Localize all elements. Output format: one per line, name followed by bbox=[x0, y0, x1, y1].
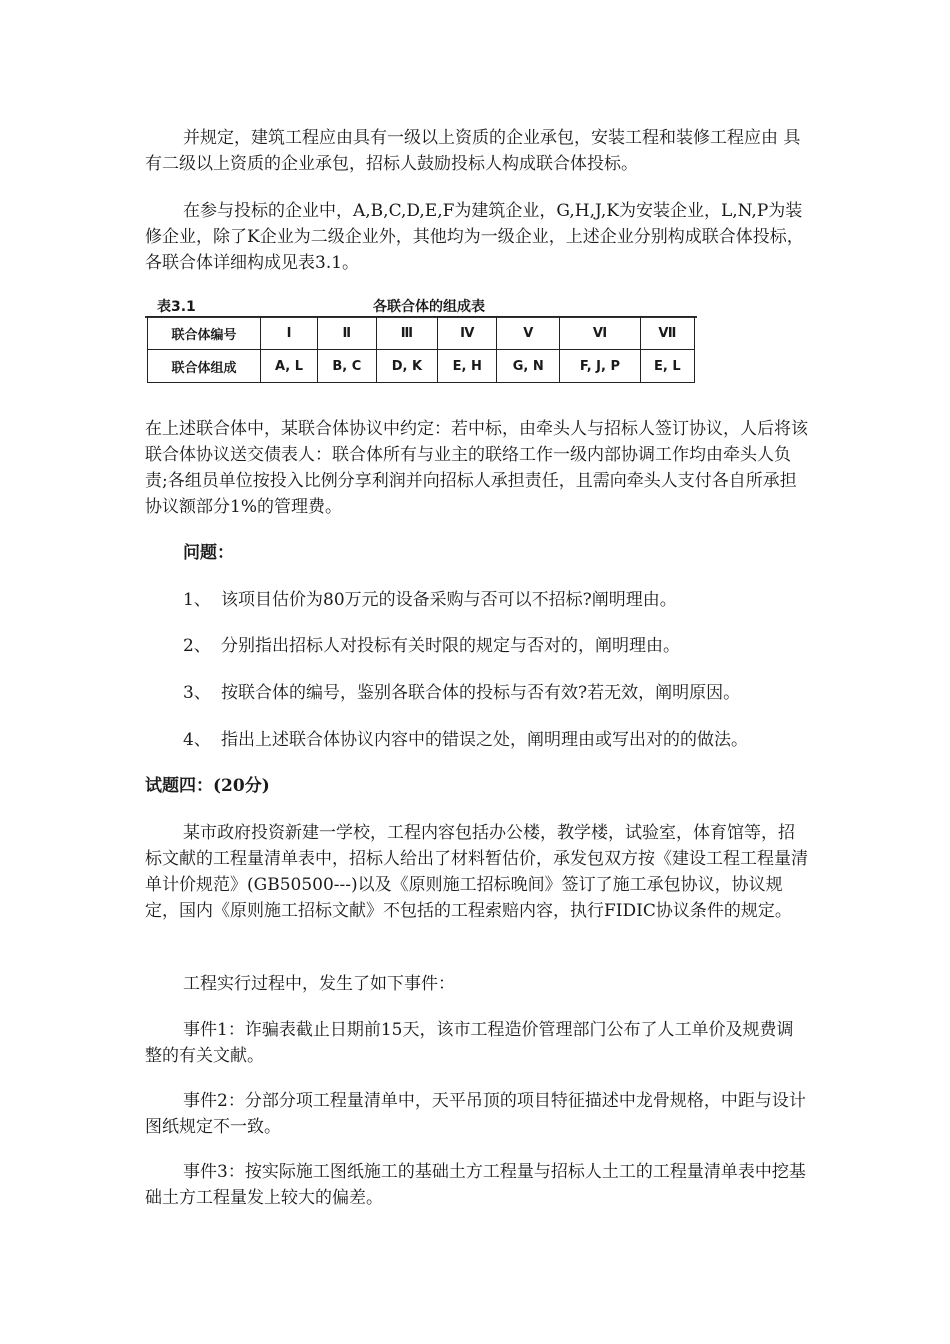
question-item bbox=[183, 727, 748, 753]
table-cell: Ⅵ bbox=[560, 317, 641, 350]
question-number: 4、 bbox=[183, 730, 211, 750]
question-item bbox=[183, 633, 680, 659]
table-number: 表3.1 bbox=[157, 299, 196, 315]
question-text: 按联合体的编号，鉴别各联合体的投标与否有效?若无效，阐明原因。 bbox=[221, 683, 741, 703]
question-number: 1、 bbox=[183, 590, 211, 610]
question-item bbox=[183, 680, 740, 706]
section-title: 试题四：(20分) bbox=[145, 776, 270, 796]
table-caption bbox=[145, 294, 697, 316]
table-cell: Ⅴ bbox=[497, 317, 560, 350]
question-number: 2、 bbox=[183, 636, 211, 656]
table-cell: Ⅶ bbox=[640, 317, 694, 350]
paragraph-events-intro bbox=[145, 971, 810, 997]
row-header-members: 联合体组成 bbox=[148, 350, 261, 383]
question-number: 3、 bbox=[183, 683, 211, 703]
question-text: 该项目估价为80万元的设备采购与否可以不招标?阐明理由。 bbox=[221, 590, 677, 610]
paragraph-event-1 bbox=[145, 1017, 810, 1069]
paragraph-bidders bbox=[145, 198, 810, 276]
questions-heading: 问题： bbox=[183, 543, 234, 563]
paragraph-event-3 bbox=[145, 1159, 810, 1211]
table-cell: Ⅱ bbox=[317, 317, 376, 350]
table-3-1 bbox=[145, 294, 697, 392]
row-header-id: 联合体编号 bbox=[148, 317, 261, 350]
paragraph-text: 并规定，建筑工程应由具有一级以上资质的企业承包，安装工程和装修工程应由 具有二级以上资质的企业承包，招标人鼓励投标人构成联合体投标。 bbox=[145, 128, 801, 174]
question-text: 分别指出招标人对投标有关时限的规定与否对的，阐明理由。 bbox=[221, 636, 680, 656]
consortium-table bbox=[147, 316, 695, 383]
paragraph-text: 在上述联合体中，某联合体协议中约定：若中标，由牵头人与招标人签订协议，人后将该联合体协议送交债表人：联合体所有与业主的联络工作一级内部协调工作均由牵头人负责;各组员单位按投入比例分享利润并向招标人承担责任，且需向牵头人支付各自所承担协议额部分1%的管理费。 bbox=[145, 419, 808, 517]
paragraph-text: 工程实行过程中，发生了如下事件： bbox=[183, 974, 455, 994]
table-cell: E, L bbox=[640, 350, 694, 383]
table-cell: Ⅲ bbox=[376, 317, 437, 350]
table-cell: G, N bbox=[497, 350, 560, 383]
table-cell: Ⅳ bbox=[438, 317, 497, 350]
paragraph-agreement bbox=[145, 416, 810, 520]
paragraph-text: 事件2：分部分项工程量清单中，天平吊顶的项目特征描述中龙骨规格，中距与设计图纸规定不一致。 bbox=[145, 1091, 806, 1137]
table-cell: Ⅰ bbox=[261, 317, 318, 350]
paragraph-event-2 bbox=[145, 1088, 810, 1140]
table-cell: B, C bbox=[317, 350, 376, 383]
paragraph-qualification bbox=[145, 125, 810, 177]
question-item bbox=[183, 587, 677, 613]
table-cell: A, L bbox=[261, 350, 318, 383]
table-row-members bbox=[148, 350, 695, 383]
paragraph-text: 事件1：诈骗表截止日期前15天，该市工程造价管理部门公布了人工单价及规费调整的有关文献。 bbox=[145, 1020, 794, 1066]
paragraph-text: 某市政府投资新建一学校，工程内容包括办公楼，教学楼，试验室，体育馆等，招标文献的工程量清单表中，招标人给出了材料暂估价，承发包双方按《建设工程工程量清单计价规范》(GB50500---)以及《原则施工招标晚间》签订了施工承包协议，协议规定，国内《原则施工招标文献》不包括的工程索赔内容，执行FIDIC协议条件的规定。 bbox=[145, 823, 808, 921]
question-text: 指出上述联合体协议内容中的错误之处，阐明理由或写出对的的做法。 bbox=[221, 730, 748, 750]
table-cell: F, J, P bbox=[560, 350, 641, 383]
table-cell: D, K bbox=[376, 350, 437, 383]
paragraph-text: 在参与投标的企业中，A,B,C,D,E,F为建筑企业，G,H,J,K为安装企业，L,N,P为装修企业，除了K企业为二级企业外，其他均为一级企业，上述企业分别构成联合体投标，各联合体详细构成见表3.1。 bbox=[145, 201, 804, 273]
paragraph-section4-intro bbox=[145, 820, 810, 924]
table-cell: E, H bbox=[438, 350, 497, 383]
table-row-ids bbox=[148, 317, 695, 350]
paragraph-text: 事件3：按实际施工图纸施工的基础土方工程量与招标人土工的工程量清单表中挖基础土方工程量发上较大的偏差。 bbox=[145, 1162, 806, 1208]
table-title: 各联合体的组成表 bbox=[373, 299, 485, 315]
